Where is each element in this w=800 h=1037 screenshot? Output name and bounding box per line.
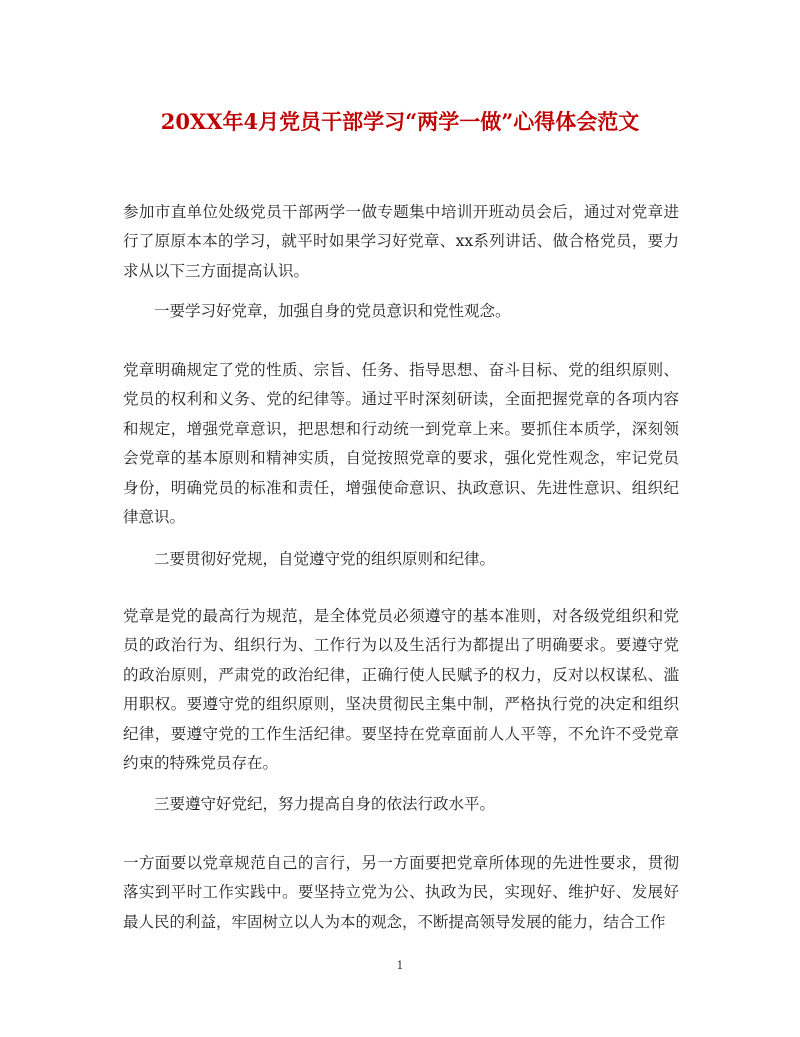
paragraph-intro: 参加市直单位处级党员干部两学一做专题集中培训开班动员会后，通过对党章进行了原原本本的学习，就平时如果学习好党章、xx系列讲话、做合格党员，要力求从以下三方面提高认识。 (123, 203, 679, 280)
paragraph-section-1: 党章明确规定了党的性质、宗旨、任务、指导思想、奋斗目标、党的组织原则、党员的权利和义务、党的纪律等。通过平时深刻研读，全面把握党章的各项内容和规定，增强党章意识，把思想和行动统一到党章上来。要抓住本质学，深刻领会党章的基本原则和精神实质，自觉按照党章的要求，强化党性观念，牢记党员身份，明确党员的标准和责任，增强使命意识、执政意识、先进性意识、组织纪律意识。 (123, 361, 679, 527)
section-heading-2: 二要贯彻好党规，自觉遵守党的组织原则和纪律。 (154, 550, 496, 568)
page-number: 1 (396, 959, 404, 972)
paragraph-section-3: 一方面要以党章规范自己的言行，另一方面要把党章所体现的先进性要求，贯彻落实到平时工作实践中。要坚持立党为公、执政为民，实现好、维护好、发展好最人民的利益，牢固树立以人为本的观念，不断提高领导发展的能力，结合工作 (123, 854, 679, 931)
paragraph-section-2: 党章是党的最高行为规范，是全体党员必须遵守的基本准则，对各级党组织和党员的政治行为、组织行为、工作行为以及生活行为都提出了明确要求。要遵守党的政治原则，严肃党的政治纪律，正确行使人民赋予的权力，反对以权谋私、滥用职权。要遵守党的组织原则，坚决贯彻民主集中制，严格执行党的决定和组织纪律，要遵守党的工作生活纪律。要坚持在党章面前人人平等，不允许不受党章约束的特殊党员存在。 (123, 607, 679, 773)
section-heading-1: 一要学习好党章，加强自身的党员意识和党性观念。 (154, 302, 511, 320)
section-heading-3: 三要遵守好党纪，努力提高自身的依法行政水平。 (154, 795, 496, 813)
document-title: 20XX年4月党员干部学习“两学一做”心得体会范文 (160, 109, 640, 134)
